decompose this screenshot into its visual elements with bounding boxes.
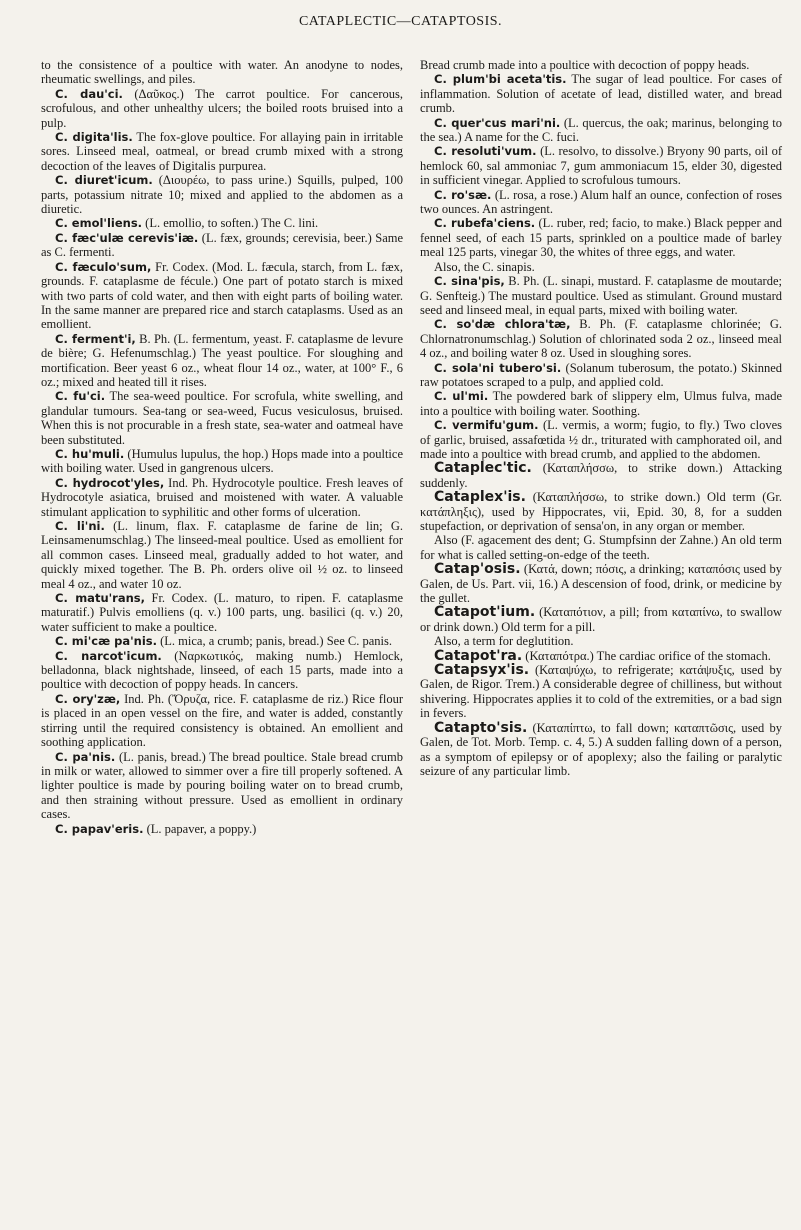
entry-headword: C. hu'muli. <box>55 446 125 461</box>
entry-text: Fr. Codex. (Mod. L. fæcula, starch, from L. fæx, grounds. F. cataplasme de fécule.) One part of potato starch is mixed with two parts of cold water, and then with eight parts of boiling water. In the same manner are prepared rice and starch cataplasms. Used as an emollient. <box>41 259 403 332</box>
dictionary-entry <box>41 519 403 591</box>
dictionary-entry <box>420 389 782 418</box>
entry-text: to the consistence of a poultice with water. An anodyne to nodes, rheumatic swellings, and piles. <box>41 58 403 87</box>
entry-headword: C. rubefa'ciens. <box>434 216 536 231</box>
dictionary-entry <box>420 274 782 317</box>
entry-text: Bread crumb made into a poultice with decoction of poppy heads. <box>420 58 750 72</box>
entry-headword: C. fu'ci. <box>55 389 106 404</box>
entry-text: (Καταπλήσσω, to strike down.) Attacking suddenly. <box>420 461 783 490</box>
entry-headword: Cataplex'is. <box>434 489 526 506</box>
dictionary-entry <box>41 822 403 836</box>
entry-headword: C. hydrocot'yles, <box>55 475 165 490</box>
entry-headword: C. so'dæ chlora'tæ, <box>434 317 571 332</box>
dictionary-entry <box>420 562 782 605</box>
dictionary-entry <box>420 188 782 217</box>
dictionary-entry <box>41 692 403 750</box>
entry-headword: Catapto'sis. <box>434 719 528 736</box>
entry-headword: C. digita'lis. <box>55 130 133 145</box>
entry-text: (L. vermis, a worm; fugio, to fly.) Two cloves of garlic, bruised, assafœtida ½ dr., triturated with camphorated oil, and made into a poultice with bread crumb, and applied to the abdomen. <box>420 418 782 461</box>
entry-headword: C. emol'liens. <box>55 216 143 231</box>
entry-text: (L. resolvo, to dissolve.) Bryony 90 parts, oil of hemlock 60, sal ammoniac 7, gum ammoniacum 15, elder 30, digested in sufficient vinegar. Applied to scrofulous tumours. <box>420 144 782 188</box>
dictionary-entry <box>41 649 403 692</box>
dictionary-entry <box>420 317 782 360</box>
dictionary-entry <box>41 332 403 390</box>
entry-text: (Κατά, down; πόσις, a drinking; καταπόσις used by Galen, de Us. Part. vii, 16.) A descension of food, drink, or medicine by the gullet. <box>420 562 782 606</box>
dictionary-entry <box>420 649 782 663</box>
entry-headword: C. diuret'icum. <box>55 173 153 188</box>
entry-text: (Καταπότιον, a pill; from καταπίνω, to swallow or drink down.) Old term for a pill. <box>420 605 782 634</box>
dictionary-entry <box>41 591 403 634</box>
entry-headword: C. dau'ci. <box>55 86 123 101</box>
dictionary-entry <box>420 58 782 72</box>
entry-text: (Καταπίπτω, to fall down; καταπτῶσις, used by Galen, de Tot. Morb. Temp. c. 4, 5.) A sudden falling down of a person, as a symptom of epilepsy or of apoplexy; also the failing or paralytic seizure of any particular limb. <box>420 720 782 778</box>
entry-text: (Καταπλήσσω, to strike down.) Old term (Gr. κατάπληξις), used by Hippocrates, vii, Epid. 30, 8, for a sudden stupefaction, or deprivation of sensa'on, in any organ or member. <box>420 490 782 533</box>
entry-text: Also (F. agacement des dent; G. Stumpfsinn der Zahne.) An old term for what is called setting-on-edge of the teeth. <box>420 533 782 562</box>
entry-headword: C. matu'rans, <box>55 591 145 606</box>
entry-headword: C. plum'bi aceta'tis. <box>434 72 567 87</box>
entry-text: (Διουρέω, to pass urine.) Squills, pulped, 100 parts, potassium nitrate 10; mixed and applied to the abdomen as a diuretic. <box>41 173 404 217</box>
entry-text: Also, a term for deglutition. <box>434 634 574 649</box>
dictionary-entry <box>41 130 403 173</box>
dictionary-entry <box>420 461 782 490</box>
dictionary-entry <box>420 418 782 461</box>
entry-text: Fr. Codex. (L. maturo, to ripen. F. cataplasme maturatif.) Pulvis emolliens (q. v.) 100 parts, ung. basilici (q. v.) 20, water sufficient to make a poultice. <box>41 591 403 634</box>
entry-text: (L. mica, a crumb; panis, bread.) See C. panis. <box>160 634 392 649</box>
dictionary-entry <box>420 260 782 274</box>
entry-text: Ind. Ph. Hydrocotyle poultice. Fresh leaves of Hydrocotyle asiatica, bruised and moistened with water. A valuable stimulant application to syphilitic and other forms of ulceration. <box>41 475 403 519</box>
dictionary-entry <box>420 116 782 145</box>
entry-headword: C. li'ni. <box>55 519 105 533</box>
entry-headword: C. narcot'icum. <box>55 648 162 663</box>
entry-text: (L. panis, bread.) The bread poultice. Stale bread crumb in milk or water, allowed to simmer over a fire till properly softened. A lighter poultice is made by pouring boiling water on to bread crumb, and then straining without pressure. Used as emollient in ordinary cases. <box>41 749 404 822</box>
entry-headword: C. sola'ni tubero'si. <box>434 360 562 375</box>
dictionary-entry <box>420 721 782 779</box>
entry-text: The sugar of lead poultice. For cases of inflammation. Solution of acetate of lead, distilled water, and bread crumb. <box>420 72 782 116</box>
dictionary-entry <box>420 533 782 562</box>
entry-text: (L. fæx, grounds; cerevisia, beer.) Same as C. fermenti. <box>41 230 404 260</box>
dictionary-entry <box>41 447 403 476</box>
entry-headword: C. pa'nis. <box>55 749 116 764</box>
entry-text: (L. papaver, a poppy.) <box>146 821 257 836</box>
entry-headword: C. quer'cus mari'ni. <box>434 115 561 130</box>
entry-text: (Ναρκωτικός, making numb.) Hemlock, belladonna, black nightshade, linseed, of each 15 parts, made into a poultice with decoction of poppy heads. In cancers. <box>41 648 404 692</box>
dictionary-entry <box>420 490 782 533</box>
dictionary-entry <box>41 87 403 130</box>
entry-headword: C. ul'mi. <box>434 389 489 404</box>
entry-text: Also, the C. sinapis. <box>434 259 535 274</box>
entry-text: The powdered bark of slippery elm, Ulmus fulva, made into a poultice with boiling water. Soothing. <box>420 389 782 418</box>
entry-headword: C. ory'zæ, <box>55 691 121 706</box>
entry-text: The fox-glove poultice. For allaying pain in irritable sores. Linseed meal, oatmeal, or bread crumb mixed with a strong decoction of the leaves of Digitalis purpurea. <box>41 130 404 173</box>
dictionary-entry <box>41 750 403 822</box>
entry-headword: Catapot'ra. <box>434 647 523 664</box>
dictionary-entry <box>420 216 782 259</box>
entry-headword: Catap'osis. <box>434 561 521 578</box>
entry-text: (L. quercus, the oak; marinus, belonging to the sea.) A name for the C. fuci. <box>420 115 783 145</box>
dictionary-entry <box>420 144 782 187</box>
dictionary-entry <box>420 361 782 390</box>
dictionary-entry <box>41 216 403 230</box>
entry-text: (L. linum, flax. F. cataplasme de farine de lin; G. Leinsamenumschlag.) The linseed-meal poultice. Used as emollient for all common cases. Linseed meal, gradually added to hot water, and quickly mixed together. The B. Ph. orders olive oil ½ oz. to linseed meal 4 oz., and water 10 oz. <box>41 519 404 591</box>
dictionary-entry <box>41 634 403 648</box>
entry-headword: C. papav'eris. <box>55 821 144 836</box>
entry-text: The sea-weed poultice. For scrofula, white swelling, and glandular tumours. Sea-tang or sea-weed, Fucus vesiculosus, bruised. When this is not procurable in a fresh state, sea-water and oatmeal have been substituted. <box>41 389 404 447</box>
dictionary-entry <box>41 173 403 216</box>
dictionary-entry <box>420 605 782 634</box>
entry-headword: C. resoluti'vum. <box>434 144 537 159</box>
entry-text: (L. ruber, red; facio, to make.) Black pepper and fennel seed, of each 15 parts, sprinkled on a poultice made of barley meal 125 parts, vinegar 30, the whites of three eggs, and water. <box>420 216 782 260</box>
entry-headword: C. sina'pis, <box>434 274 505 289</box>
left-column <box>41 58 403 836</box>
entry-headword: Catapot'ium. <box>434 604 536 621</box>
entry-text: (Humulus lupulus, the hop.) Hops made into a poultice with boiling water. Used in gangrenous ulcers. <box>41 446 403 476</box>
entry-headword: C. fæculo'sum, <box>55 259 152 274</box>
entry-headword: C. vermifu'gum. <box>434 418 539 433</box>
entry-text: (Καταπότρα.) The cardiac orifice of the stomach. <box>525 648 771 663</box>
dictionary-entry <box>41 260 403 332</box>
running-head: CATAPLECTIC—CATAPTOSIS. <box>298 14 503 29</box>
dictionary-entry <box>420 663 782 721</box>
dictionary-entry <box>41 58 403 87</box>
entry-text: B. Ph. (F. cataplasme chlorinée; G. Chlornatronumschlag.) Solution of chlorinated soda 2 oz., linseed meal 4 oz., and boiling water 8 oz. Used in sloughing sores. <box>420 317 782 361</box>
entry-headword: C. ferment'i, <box>55 331 136 346</box>
entry-text: B. Ph. (L. sinapi, mustard. F. cataplasme de moutarde; G. Senfteig.) The mustard poultice. Used as stimulant. Ground mustard seed and linseed meal, in equal parts, mixed with boiling water. <box>420 274 782 317</box>
entry-text: (Solanum tuberosum, the potato.) Skinned raw potatoes scraped to a pulp, and applied cold. <box>420 360 782 389</box>
dictionary-entry <box>420 634 782 648</box>
entry-headword: C. fæc'ulæ cerevis'iæ. <box>55 230 199 245</box>
entry-text: (Καταψύχω, to refrigerate; κατάψυξις, used by Galen, de Rigor. Trem.) A considerable degree of chilliness, but without shivering. Hippocrates applies it to cold of the extremities, or a bad sign in fevers. <box>420 663 783 721</box>
entry-headword: C. mi'cæ pa'nis. <box>55 634 157 649</box>
entry-text: (Δαῦκος.) The carrot poultice. For cancerous, scrofulous, and other unhealthy ulcers; the boiled roots bruised into a pulp. <box>41 86 403 130</box>
entry-headword: C. ro'sæ. <box>434 187 492 202</box>
entry-text: (L. emollio, to soften.) The C. lini. <box>145 216 319 231</box>
dictionary-entry <box>41 476 403 519</box>
dictionary-entry <box>420 72 782 115</box>
entry-headword: Catapsyx'is. <box>434 662 530 679</box>
dictionary-entry <box>41 389 403 447</box>
dictionary-entry <box>41 231 403 260</box>
right-column <box>420 58 782 778</box>
entry-text: (L. rosa, a rose.) Alum half an ounce, confection of roses two ounces. An astringent. <box>420 187 783 217</box>
entry-text: B. Ph. (L. fermentum, yeast. F. cataplasme de levure de bière; G. Hefenumschlag.) The yeast poultice. For sloughing and mortification. Beer yeast 6 oz., wheat flour 14 oz., water, at 100° F., 6 oz.; mixed and heated till it rises. <box>41 331 403 389</box>
entry-headword: Cataplec'tic. <box>434 460 532 477</box>
entry-text: Ind. Ph. (Ὄρυζα, rice. F. cataplasme de riz.) Rice flour is placed in an open vessel on the fire, and water is added, constantly stirring until the required consistency is obtained. An emollient and soothing application. <box>41 691 404 750</box>
